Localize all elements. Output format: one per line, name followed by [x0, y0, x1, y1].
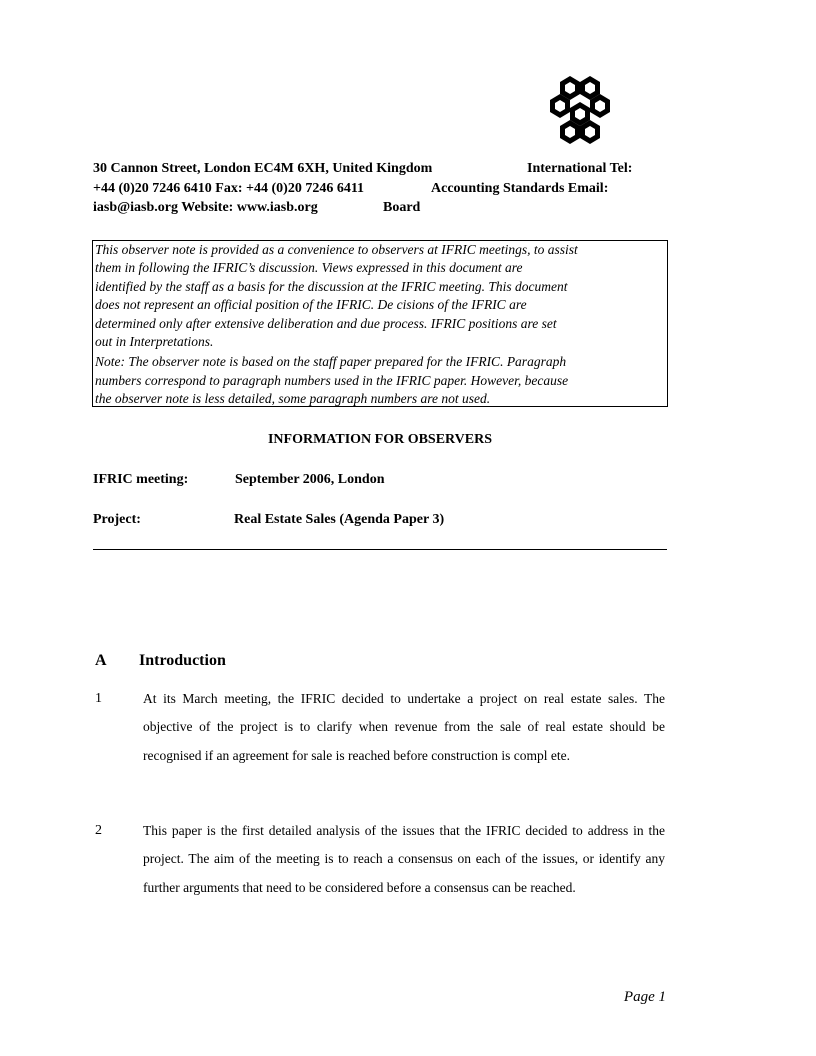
- header-right-line-1: International Tel:: [527, 161, 633, 176]
- section-letter: A: [95, 652, 107, 669]
- header-right-line-2: Accounting Standards Email:: [431, 181, 609, 196]
- meeting-value: September 2006, London: [235, 472, 385, 487]
- paragraph-number: 2: [95, 823, 102, 838]
- observer-note-text: [95, 241, 665, 351]
- address-line-2: +44 (0)20 7246 6410 Fax: +44 (0)20 7246 6411: [93, 181, 365, 196]
- project-value: Real Estate Sales (Agenda Paper 3): [234, 512, 445, 527]
- note-line: does not represent an official position of the IFRIC. De cisions of the IFRIC are: [95, 297, 527, 313]
- project-label: Project:: [93, 512, 141, 527]
- note-line: numbers correspond to paragraph numbers used in the IFRIC paper. However, because: [95, 372, 569, 388]
- note-line: the observer note is less detailed, some paragraph numbers are not used.: [95, 391, 491, 407]
- address-line-1: 30 Cannon Street, London EC4M 6XH, United Kingdom: [93, 161, 433, 176]
- paragraph-text: This paper is the first detailed analysis of the issues that the IFRIC decided to address in the project. The aim of the meeting is to reach a consensus on each of the issues, or identify any further arguments that need to be considered before a consensus can be reached.: [143, 823, 665, 895]
- page-number: Page 1: [623, 989, 666, 1005]
- note-line: determined only after extensive deliberation and due process. IFRIC positions are set: [95, 315, 557, 331]
- note-line: This observer note is provided as a convenience to observers at IFRIC meetings, to assist: [95, 242, 578, 257]
- iasb-logo-icon: [541, 74, 619, 148]
- section-title: Introduction: [139, 652, 226, 669]
- paragraph-number: 1: [95, 691, 102, 706]
- header-right-line-3: Board: [383, 200, 421, 215]
- address-line-3: iasb@iasb.org Website: www.iasb.org: [93, 200, 318, 215]
- info-title: INFORMATION FOR OBSERVERS: [267, 432, 493, 447]
- note-line: Note: The observer note is based on the staff paper prepared for the IFRIC. Paragraph: [95, 354, 567, 370]
- paragraph-text: At its March meeting, the IFRIC decided to undertake a project on real estate sales. The objective of the project is to clarify when revenue from the sale of real estate should be recognised if an agreement for sale is reached before construction is compl ete.: [143, 691, 665, 763]
- observer-note-footnote: [95, 353, 665, 408]
- meeting-label: IFRIC meeting:: [93, 472, 189, 487]
- note-line: identified by the staff as a basis for the discussion at the IFRIC meeting. This document: [95, 278, 568, 294]
- horizontal-rule: [93, 549, 667, 550]
- observer-note-box: [92, 240, 668, 407]
- note-line: them in following the IFRIC’s discussion. Views expressed in this document are: [95, 260, 523, 276]
- note-line: out in Interpretations.: [95, 334, 214, 350]
